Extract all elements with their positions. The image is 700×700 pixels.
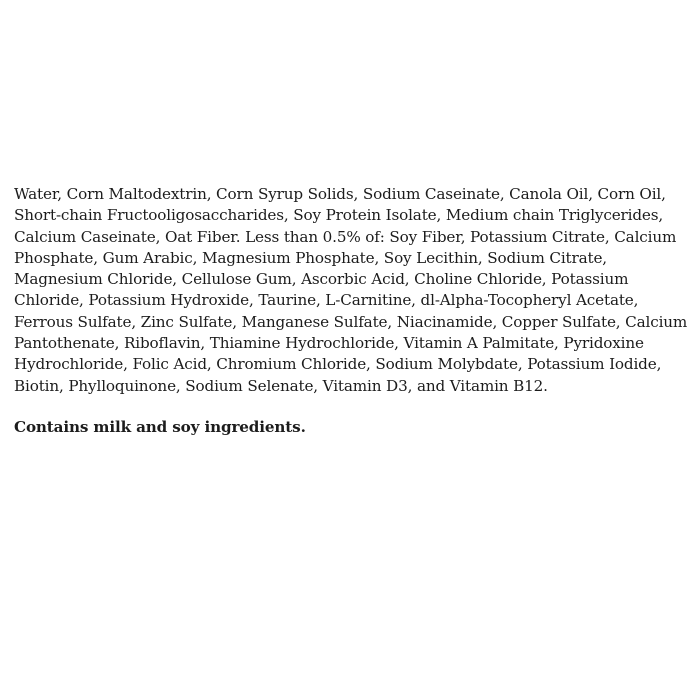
ingredients-paragraph: Water, Corn Maltodextrin, Corn Syrup Solids, Sodium Caseinate, Canola Oil, Corn Oil, Short-chain Fructooligosaccharides, Soy Protein Isolate, Medium chain Triglycerides, Calcium Caseinate, Oat Fiber. Less than 0.5% of: Soy Fiber, Potassium Citrate, Calcium Phosphate, Gum Arabic, Magnesium Phosphate, Soy Lecithin, Sodium Citrate, Magnesium Chloride, Cellulose Gum, Ascorbic Acid, Choline Chloride, Potassium Chloride, Potassium Hydroxide, Taurine, L-Carnitine, dl-Alpha-Tocopheryl Acetate, Ferrous Sulfate, Zinc Sulfate, Manganese Sulfate, Niacinamide, Copper Sulfate, Calcium Pantothenate, Riboflavin, Thiamine Hydrochloride, Vitamin A Palmitate, Pyridoxine Hydrochloride, Folic Acid, Chromium Chloride, Sodium Molybdate, Potassium Iodide, Biotin, Phylloquinone, Sodium Selenate, Vitamin D3, and Vitamin B12.	[14, 185, 688, 395]
ingredients-panel	[14, 184, 698, 438]
top-background	[0, 0, 700, 40]
allergen-statement: Contains milk and soy ingredients.	[14, 417, 306, 436]
